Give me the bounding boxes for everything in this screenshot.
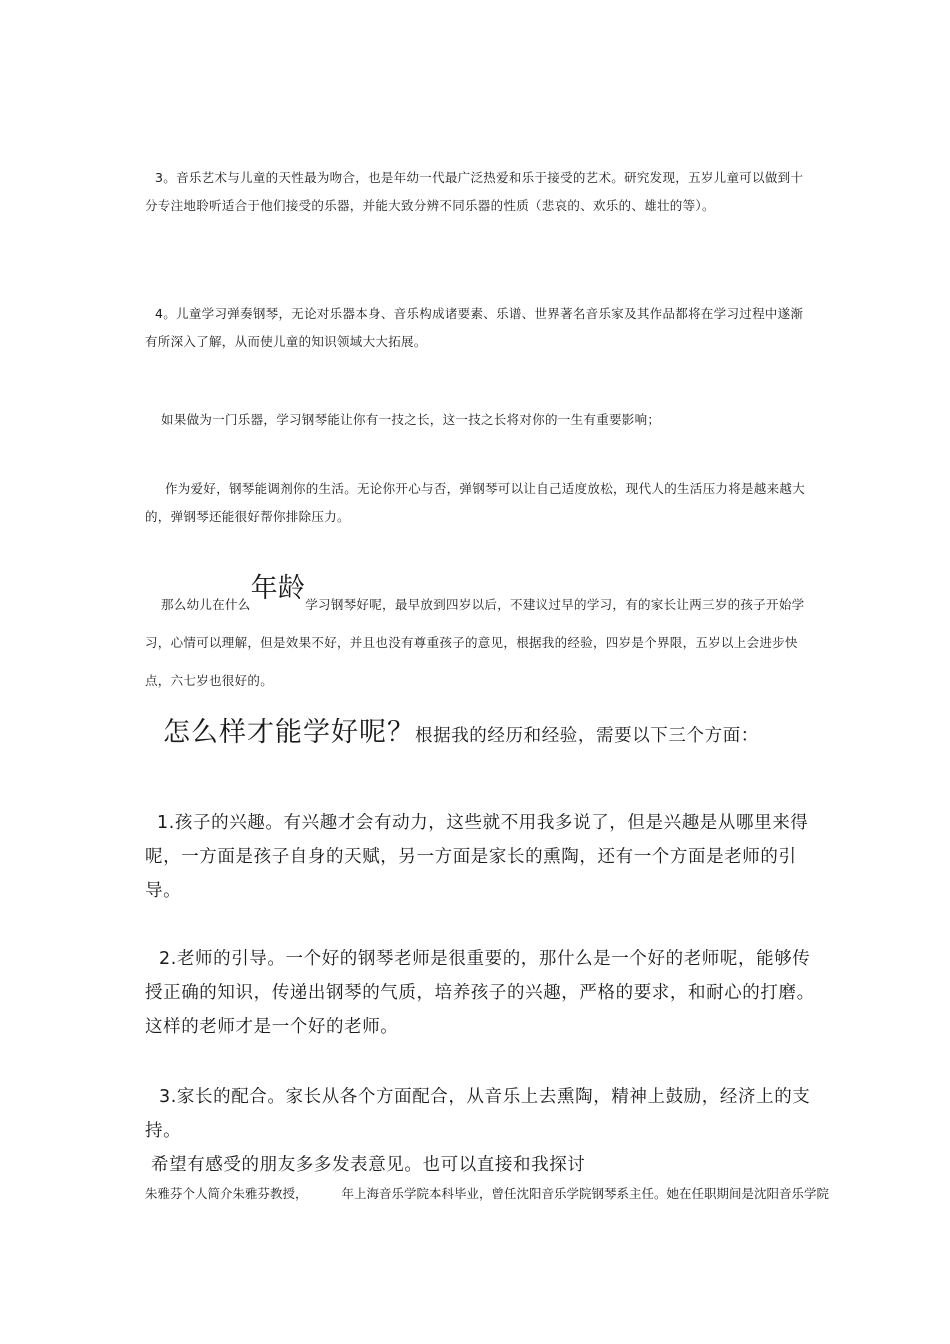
point-number: 1. bbox=[157, 813, 175, 833]
point-text: 老师的引导。一个好的钢琴老师是很重要的，那什么是一个好的老师呢，能够传授正确的知识，传递出钢琴的气质，培养孩子的兴趣，严格的要求，和耐心的打磨。这样的老师才是一个好的老师。 bbox=[145, 949, 815, 1037]
age-emphasis: 年龄 bbox=[250, 573, 306, 604]
paragraph-age bbox=[145, 573, 815, 700]
paragraph-text: 作为爱好，钢琴能调剂你的生活。无论你开心与否，弹钢琴可以让自己适度放松，现代人的生活压力将是越来越大的，弹钢琴还能很好帮你排除压力。 bbox=[145, 481, 806, 524]
point-parents bbox=[145, 1080, 815, 1148]
paragraph-text-after: 学习钢琴好呢，最早放到四岁以后，不建议过早的学习，有的家长让两三岁的孩子开始学习，心情可以理解，但是效果不好，并且也没有尊重孩子的意见，根据我的经验，四岁是个界限，五岁以上会进步快点，六七岁也很好的。 bbox=[145, 597, 805, 688]
point-text: 孩子的兴趣。有兴趣才会有动力，这些就不用我多说了，但是兴趣是从哪里来得呢，一方面是孩子自身的天赋，另一方面是家长的熏陶，还有一个方面是老师的引导。 bbox=[145, 813, 809, 901]
section-heading bbox=[163, 710, 863, 749]
paragraph-number: 3 bbox=[155, 170, 164, 185]
paragraph-piano-learning bbox=[145, 300, 815, 356]
paragraph-text: 如果做为一门乐器，学习钢琴能让你有一技之长，这一技之长将对你的一生有重要影响； bbox=[161, 412, 661, 427]
heading-subtitle: 根据我的经历和经验，需要以下三个方面： bbox=[415, 726, 759, 746]
paragraph-number: 4 bbox=[155, 306, 164, 321]
point-teacher bbox=[145, 942, 815, 1044]
closing-text: 希望有感受的朋友多多发表意见。也可以直接和我探讨 bbox=[151, 1155, 586, 1175]
paragraph-text-before: 那么幼儿在什么 bbox=[161, 597, 251, 612]
heading-title: 怎么样才能学好呢？ bbox=[163, 717, 415, 748]
bio-part-1: 朱雅芬个人简介朱雅芬教授， bbox=[145, 1186, 308, 1201]
point-text: 家长的配合。家长从各个方面配合，从音乐上去熏陶，精神上鼓励，经济上的支持。 bbox=[145, 1087, 811, 1141]
bio-part-2: 年上海音乐学院本科毕业，曾任沈阳音乐学院钢琴系主任。她在任职期间是沈阳音乐学院 bbox=[341, 1186, 830, 1201]
bio-line bbox=[145, 1183, 945, 1205]
point-number: 3. bbox=[159, 1087, 177, 1107]
paragraph-instrument bbox=[145, 406, 815, 434]
paragraph-text: 。音乐艺术与儿童的天性最为吻合，也是年幼一代最广泛热爱和乐于接受的艺术。研究发现，五岁儿童可以做到十分专注地聆听适合于他们接受的乐器，并能大致分辨不同乐器的性质（悲哀的、欢乐的、雄壮的等）。 bbox=[145, 170, 804, 213]
point-number: 2. bbox=[159, 949, 177, 969]
paragraph-hobby bbox=[145, 475, 815, 531]
paragraph-music-nature bbox=[145, 164, 815, 220]
paragraph-text: 。儿童学习弹奏钢琴，无论对乐器本身、音乐构成诸要素、乐谱、世界著名音乐家及其作品都将在学习过程中遂渐有所深入了解，从而使儿童的知识领域大大拓展。 bbox=[145, 306, 804, 349]
closing-line bbox=[151, 1150, 821, 1180]
point-interest bbox=[145, 806, 815, 908]
